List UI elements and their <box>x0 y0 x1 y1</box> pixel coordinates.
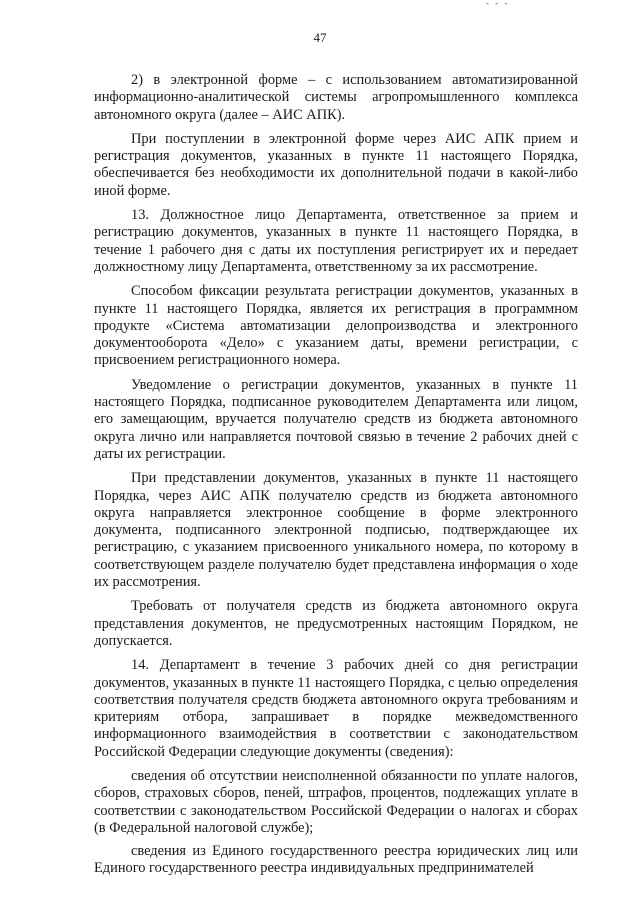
paragraph-receipt-via-ais: При поступлении в электронной форме через АИС АПК прием и регистрация документов, указанных в пункте 11 настоящего Порядка, обеспечивается без необходимости их дополнительной подачи в какой-либо иной форме. <box>94 130 578 199</box>
paragraph-registration-notice: Уведомление о регистрации документов, указанных в пункте 11 настоящего Порядка, подписанное руководителем Департамента или лицом, его замещающим, вручается получателю средств из бюджета автономного округа лично или направляется почтовой связью в течение 2 рабочих дней с даты их регистрации. <box>94 376 578 462</box>
paragraph-clause-13: 13. Должностное лицо Департамента, ответственное за прием и регистрацию документов, указанных в пункте 11 настоящего Порядка, в течение 1 рабочего дня с даты их поступления регистрирует их и передает должностному лицу Департамента, ответственному за их рассмотрение. <box>94 207 578 275</box>
paragraph-registration-method: Способом фиксации результата регистрации документов, указанных в пункте 11 настоящего Порядка, является их регистрация в программном продукте «Система автоматизации делопроизводства и электронного документооборота «Дело» с указанием даты, времени регистрации, с присвоением регистрационного номера. <box>94 283 578 369</box>
paragraph-no-extra-documents: Требовать от получателя средств из бюджета автономного округа представления документов, не предусмотренных настоящим Порядком, не допускается. <box>94 598 578 649</box>
page-number: 47 <box>313 30 327 45</box>
paragraph-registry-info: сведения из Единого государственного реестра юридических лиц или Единого государственного реестра индивидуальных предпринимателей <box>94 843 578 877</box>
paragraph-electronic-form: 2) в электронной форме – с использованием автоматизированной информационно-аналитической системы агропромышленного комплекса автономного округа (далее – АИС АПК). <box>94 72 578 123</box>
paragraph-ais-submission: При представлении документов, указанных в пункте 11 настоящего Порядка, через АИС АПК получателю средств из бюджета автономного округа направляется электронное сообщение в форме электронного документа, подписанного электронной подписью, подтверждающее их регистрацию, с указанием присвоенного уникального номера, по которому в соответствующем разделе получателю будет представлена информация о ходе их рассмотрения. <box>94 470 578 591</box>
paragraph-tax-info: сведения об отсутствии неисполненной обязанности по уплате налогов, сборов, страховых сборов, пеней, штрафов, процентов, подлежащих уплате в соответствии с законодательством Российской Федерации о налогах и сборах (в Федеральной налоговой службе); <box>94 767 578 836</box>
paragraph-clause-14: 14. Департамент в течение 3 рабочих дней со дня регистрации документов, указанных в пункте 11 настоящего Порядка, с целью определения соответствия получателя средств бюджета автономного округа требованиям и критериям отбора, запрашивает в порядке межведомственного информационного взаимодействия в соответствии с законодательством Российской Федерации следующие документы (сведения): <box>94 657 578 760</box>
page-corner-mark: - - - <box>486 0 510 6</box>
document-body <box>94 72 578 884</box>
